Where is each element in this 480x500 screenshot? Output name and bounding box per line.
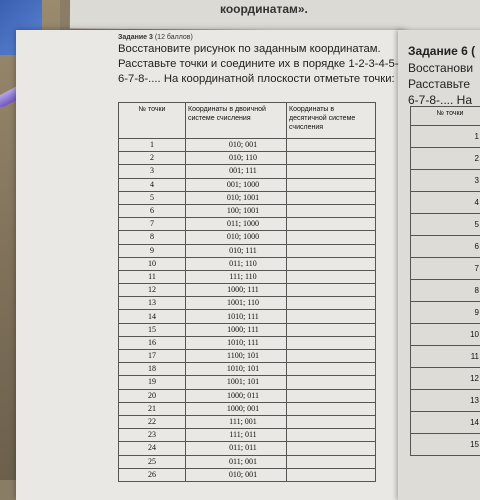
right-table-row [411,258,480,280]
right-table-row [411,214,480,236]
decimal-coords-cell[interactable] [287,257,376,270]
point-number-cell: 1 [119,139,186,152]
point-number-cell: 2 [119,152,186,165]
table-row [119,468,376,481]
right-page-table [410,106,480,456]
binary-coords-cell: 010; 110 [186,152,287,165]
table-row [119,218,376,231]
binary-coords-cell: 1000; 111 [186,323,287,336]
binary-coords-cell: 1000; 001 [186,402,287,415]
right-point-number-cell: 15 [411,434,480,456]
right-point-number-cell: 13 [411,390,480,412]
decimal-coords-cell[interactable] [287,323,376,336]
right-page-text [408,60,473,108]
header-point-number: № точки [119,103,186,139]
table-row [119,178,376,191]
decimal-coords-cell[interactable] [287,297,376,310]
point-number-cell: 19 [119,376,186,389]
table-row [119,376,376,389]
decimal-coords-cell[interactable] [287,139,376,152]
binary-coords-cell: 011; 011 [186,442,287,455]
point-number-cell: 9 [119,244,186,257]
binary-coords-cell: 011; 001 [186,455,287,468]
decimal-coords-cell[interactable] [287,389,376,402]
table-row [119,270,376,283]
table-row [119,231,376,244]
decimal-coords-cell[interactable] [287,218,376,231]
right-point-number-cell: 11 [411,346,480,368]
right-table-row [411,302,480,324]
task-points: (12 баллов) [155,34,193,41]
right-point-number-cell: 2 [411,148,480,170]
point-number-cell: 20 [119,389,186,402]
decimal-coords-cell[interactable] [287,336,376,349]
task-label: Задание 3 [118,34,153,41]
binary-coords-cell: 111; 011 [186,429,287,442]
point-number-cell: 22 [119,415,186,428]
table-row [119,284,376,297]
decimal-coords-cell[interactable] [287,350,376,363]
right-point-number-cell: 4 [411,192,480,214]
right-page-line: Расставьте [408,76,473,92]
table-row [119,402,376,415]
point-number-cell: 4 [119,178,186,191]
decimal-coords-cell[interactable] [287,402,376,415]
binary-coords-cell: 111; 110 [186,270,287,283]
binary-coords-cell: 011; 110 [186,257,287,270]
table-row [119,429,376,442]
binary-coords-cell: 001; 1000 [186,178,287,191]
right-point-number-cell: 6 [411,236,480,258]
binary-coords-cell: 010; 111 [186,244,287,257]
header-decimal-coords: Координаты в десятичной системе счисления [287,103,376,139]
point-number-cell: 24 [119,442,186,455]
point-number-cell: 8 [119,231,186,244]
binary-coords-cell: 1010; 111 [186,336,287,349]
table-row [119,297,376,310]
table-row [119,204,376,217]
table-row [119,455,376,468]
binary-coords-cell: 010; 001 [186,468,287,481]
decimal-coords-cell[interactable] [287,244,376,257]
top-sheet-title: координатам». [220,2,308,16]
right-point-number-cell: 5 [411,214,480,236]
point-number-cell: 17 [119,350,186,363]
right-point-number-cell: 10 [411,324,480,346]
binary-coords-cell: 1100; 101 [186,350,287,363]
decimal-coords-cell[interactable] [287,165,376,178]
right-table-row [411,170,480,192]
point-number-cell: 25 [119,455,186,468]
decimal-coords-cell[interactable] [287,152,376,165]
point-number-cell: 13 [119,297,186,310]
point-number-cell: 6 [119,204,186,217]
task-heading [118,34,193,41]
binary-coords-cell: 1000; 011 [186,389,287,402]
right-table-row [411,434,480,456]
right-table-row [411,390,480,412]
decimal-coords-cell[interactable] [287,310,376,323]
table-row [119,389,376,402]
decimal-coords-cell[interactable] [287,178,376,191]
point-number-cell: 5 [119,191,186,204]
right-page-title: Задание 6 ( [408,44,475,58]
decimal-coords-cell[interactable] [287,442,376,455]
binary-coords-cell: 011; 1000 [186,218,287,231]
table-row [119,152,376,165]
right-table-row [411,236,480,258]
point-number-cell: 10 [119,257,186,270]
table-row [119,363,376,376]
decimal-coords-cell[interactable] [287,415,376,428]
point-number-cell: 3 [119,165,186,178]
task-instructions: Восстановите рисунок по заданным координатам. Расставьте точки и соедините их в порядке 1-2-3-4-5-6-7-8-.... На координатной плоскости отметьте точки: [118,42,403,87]
binary-coords-cell: 1000; 111 [186,284,287,297]
decimal-coords-cell[interactable] [287,376,376,389]
decimal-coords-cell[interactable] [287,455,376,468]
decimal-coords-cell[interactable] [287,231,376,244]
right-point-number-cell: 14 [411,412,480,434]
point-number-cell: 11 [119,270,186,283]
right-header-point-number: № точки [411,107,480,126]
right-table-row [411,412,480,434]
table-row [119,165,376,178]
point-number-cell: 15 [119,323,186,336]
table-header-row [119,103,376,139]
right-table-row [411,126,480,148]
table-row [119,310,376,323]
table-row [119,442,376,455]
decimal-coords-cell[interactable] [287,468,376,481]
binary-coords-cell: 010; 1001 [186,191,287,204]
table-row [119,191,376,204]
binary-coords-cell: 1010; 101 [186,363,287,376]
binary-coords-cell: 111; 001 [186,415,287,428]
point-number-cell: 12 [119,284,186,297]
point-number-cell: 18 [119,363,186,376]
decimal-coords-cell[interactable] [287,204,376,217]
table-row [119,257,376,270]
decimal-coords-cell[interactable] [287,284,376,297]
decimal-coords-cell[interactable] [287,270,376,283]
table-row [119,244,376,257]
point-number-cell: 26 [119,468,186,481]
right-table-row [411,324,480,346]
point-number-cell: 23 [119,429,186,442]
binary-coords-cell: 010; 1000 [186,231,287,244]
right-point-number-cell: 12 [411,368,480,390]
table-row [119,336,376,349]
table-row [119,415,376,428]
point-number-cell: 16 [119,336,186,349]
table-row [119,139,376,152]
table-row [119,323,376,336]
coordinates-table [118,102,376,482]
header-binary-coords: Координаты в двоичной системе счисления [186,103,287,139]
right-point-number-cell: 8 [411,280,480,302]
right-point-number-cell: 1 [411,126,480,148]
decimal-coords-cell[interactable] [287,429,376,442]
binary-coords-cell: 1001; 110 [186,297,287,310]
right-page-line: Восстанови [408,60,473,76]
right-point-number-cell: 9 [411,302,480,324]
right-point-number-cell: 3 [411,170,480,192]
right-point-number-cell: 7 [411,258,480,280]
right-table-row [411,280,480,302]
binary-coords-cell: 1010; 111 [186,310,287,323]
binary-coords-cell: 100; 1001 [186,204,287,217]
right-table-row [411,192,480,214]
point-number-cell: 14 [119,310,186,323]
right-page-line: 6-7-8-.... На [408,92,473,108]
point-number-cell: 7 [119,218,186,231]
right-table-row [411,346,480,368]
decimal-coords-cell[interactable] [287,363,376,376]
point-number-cell: 21 [119,402,186,415]
binary-coords-cell: 010; 001 [186,139,287,152]
right-table-row [411,148,480,170]
binary-coords-cell: 1001; 101 [186,376,287,389]
binary-coords-cell: 001; 111 [186,165,287,178]
decimal-coords-cell[interactable] [287,191,376,204]
right-table-row [411,368,480,390]
table-row [119,350,376,363]
